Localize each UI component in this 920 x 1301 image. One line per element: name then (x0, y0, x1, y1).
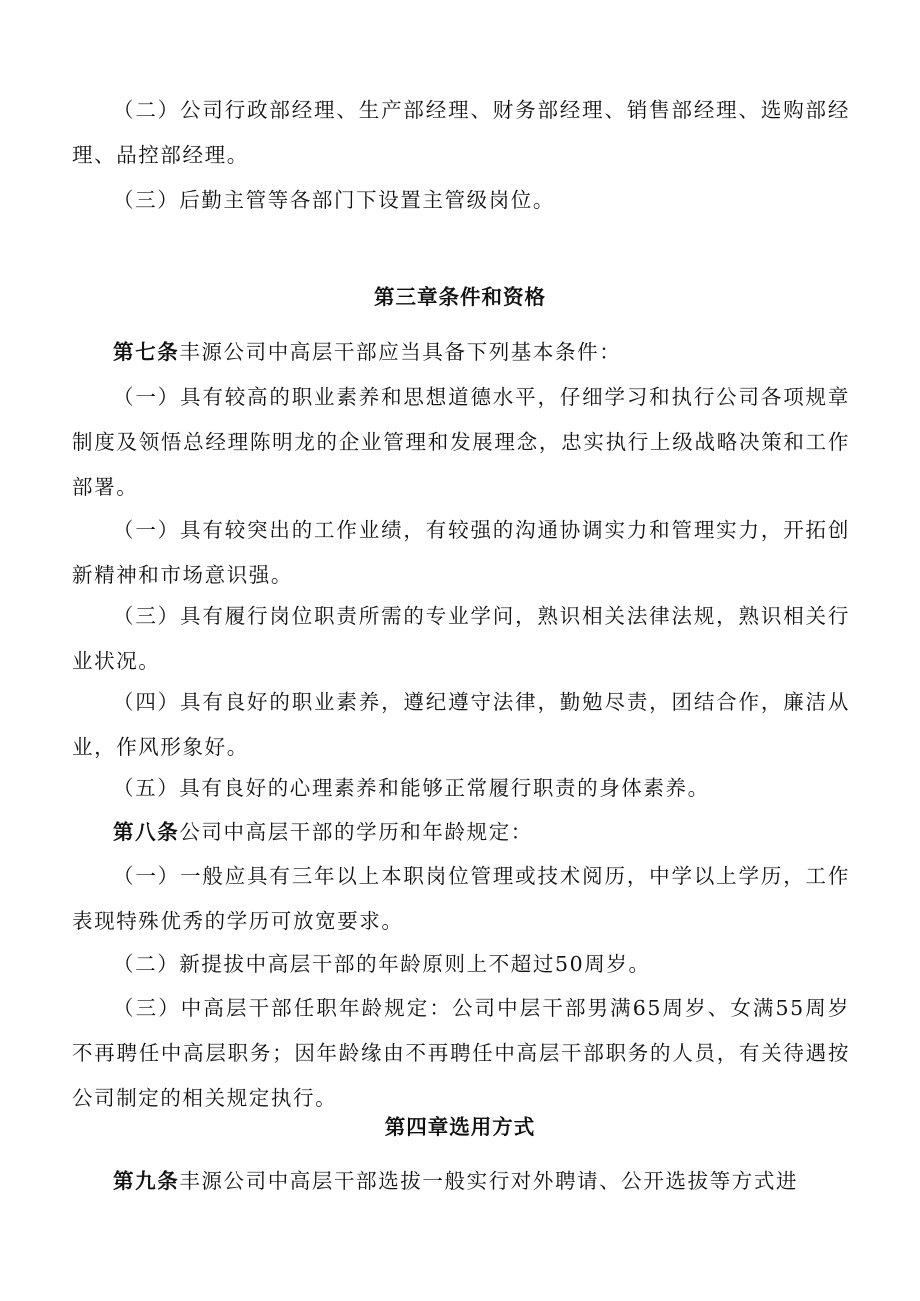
article-text: 公司中高层干部的学历和年龄规定： (179, 820, 533, 844)
article-text: 丰源公司中高层干部选拔一般实行对外聘请、公开选拔等方式进 (179, 1169, 799, 1193)
paragraph-item: （一）一般应具有三年以上本职岗位管理或技术阅历，中学以上学历，工作表现特殊优秀的学历可放宽要求。 (72, 864, 850, 933)
paragraph-item: （一）具有较突出的工作业绩，有较强的沟通协调实力和管理实力，开拓创新精神和市场意识强。 (72, 518, 850, 587)
article-8 (72, 810, 850, 855)
paragraph-item: （二）新提拔中高层干部的年龄原则上不超过50周岁。 (113, 952, 651, 976)
article-lead: 第九条 (113, 1169, 180, 1193)
article-7 (72, 330, 850, 375)
chapter-title: 第三章条件和资格 (374, 285, 546, 309)
paragraph-item: （三）后勤主管等各部门下设置主管级岗位。 (113, 188, 555, 212)
chapter-title: 第四章选用方式 (384, 1115, 536, 1139)
article-lead: 第八条 (113, 820, 180, 844)
paragraph-item: （一）具有较高的职业素养和思想道德水平，仔细学习和执行公司各项规章制度及领悟总经理陈明龙的企业管理和发展理念，忠实执行上级战略决策和工作部署。 (72, 385, 850, 499)
article-text: 丰源公司中高层干部应当具备下列基本条件： (179, 340, 622, 364)
paragraph-item: （二）公司行政部经理、生产部经理、财务部经理、销售部经理、选购部经理、品控部经理。 (72, 98, 850, 167)
paragraph-item: （四）具有良好的职业素养，遵纪遵守法律，勤勉尽责，团结合作，廉洁从业，作风形象好。 (72, 690, 850, 759)
article-9 (72, 1159, 850, 1204)
paragraph-item: （三）具有履行岗位职责所需的专业学问，熟识相关法律法规，熟识相关行业状况。 (72, 604, 850, 673)
paragraph-item: （五）具有良好的心理素养和能够正常履行职责的身体素养。 (113, 776, 710, 800)
article-lead: 第七条 (113, 340, 180, 364)
paragraph-item: （三）中高层干部任职年龄规定：公司中层干部男满65周岁、女满55周岁不再聘任中高层职务；因年龄缘由不再聘任中高层干部职务的人员，有关待遇按公司制定的相关规定执行。 (72, 996, 850, 1110)
